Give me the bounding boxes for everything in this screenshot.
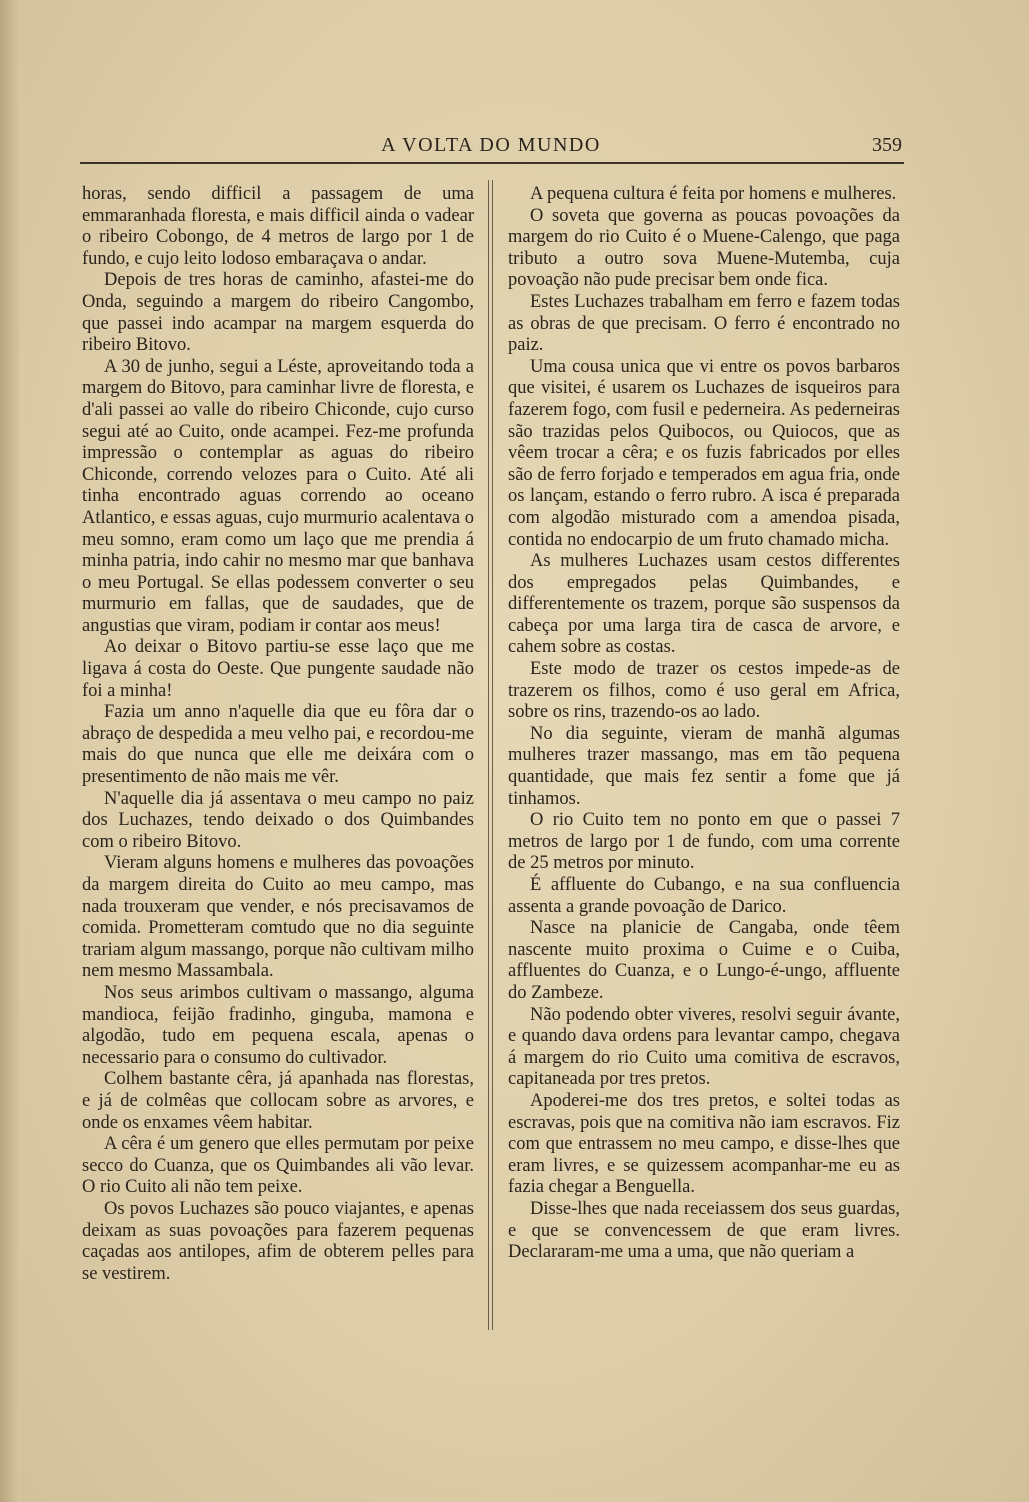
paragraph: Apoderei-me dos tres pretos, e soltei todas as escravas, pois que na comitiva não iam escravos. Fiz com que entrassem no meu campo, e disse-lhes que eram livres, e se quizessem acompanhar-me eu as fazia chegar a Benguella. [508, 1090, 900, 1198]
paragraph: Nasce na planicie de Cangaba, onde têem nascente muito proxima o Cuime e o Cuiba, affluentes do Cuanza, e o Lungo-é-ungo, affluente do Zambeze. [508, 918, 900, 1003]
paragraph: Nos seus arimbos cultivam o massango, alguma mandioca, feijão fradinho, ginguba, mamona e algodão, tudo em pequena escala, apenas o necessario para o consumo do cultivador. [82, 982, 474, 1068]
paragraph: A cêra é um genero que elles permutam por peixe secco do Cuanza, que os Quimbandes ali vão levar. O rio Cuito ali não tem peixe. [82, 1134, 474, 1198]
paragraph: O rio Cuito tem no ponto em que o passei 7 metros de largo por 1 de fundo, com uma corrente de 25 metros por minuto. [508, 810, 900, 874]
paragraph: No dia seguinte, vieram de manhã algumas mulheres trazer massango, mas em tão pequena quantidade, que mais fez sentir a fome que já tinhamos. [508, 723, 900, 809]
paragraph: É affluente do Cubango, e na sua confluencia assenta a grande povoação de Darico. [508, 875, 900, 917]
column-divider [492, 180, 493, 1330]
paragraph: Colhem bastante cêra, já apanhada nas florestas, e já de colmêas que collocam sobre as arvores, e onde os enxames vêem habitar. [82, 1069, 474, 1133]
paragraph: O soveta que governa as poucas povoações da margem do rio Cuito é o Muene-Calengo, que paga tributo a outro sova Muene-Mutemba, cuja povoação não pude precisar bem onde fica. [508, 205, 900, 291]
paragraph: Depois de tres horas de caminho, afastei-me do Onda, seguindo a margem do ribeiro Cangombo, que passei indo acampar na margem esquerda do ribeiro Bitovo. [82, 270, 474, 356]
paragraph: Disse-lhes que nada receiassem dos seus guardas, e que se convencessem de que eram livres. Declararam-me uma a uma, que não queriam a [508, 1198, 900, 1263]
paragraph: Não podendo obter viveres, resolvi seguir ávante, e quando dava ordens para levantar campo, chegava á margem do rio Cuito uma comitiva de escravos, capitaneada por tres pretos. [508, 1004, 900, 1090]
paragraph: horas, sendo difficil a passagem de uma emmaranhada floresta, e mais difficil ainda o vadear o ribeiro Cobongo, de 4 metros de largo por 1 de fundo, e cujo leito lodoso embaraçava o andar. [82, 184, 474, 269]
column-divider [488, 180, 489, 1330]
left-column [82, 184, 474, 1285]
paragraph: N'aquelle dia já assentava o meu campo no paiz dos Luchazes, tendo deixado o dos Quimbandes com o ribeiro Bitovo. [82, 788, 474, 852]
paragraph: Os povos Luchazes são pouco viajantes, e apenas deixam as suas povoações para fazerem pequenas caçadas aos antilopes, afim de obterem pelles para se vestirem. [82, 1198, 474, 1284]
header-rule [80, 162, 904, 164]
page-number: 359 [872, 134, 902, 156]
paragraph: Uma cousa unica que vi entre os povos barbaros que visitei, é usarem os Luchazes de isqueiros para fazerem fogo, com fusil e pederneira. As pederneiras são trazidas pelos Quibocos, ou Quiocos, que as vêem trocar a cêra; e os fuzis fabricados por elles são de ferro forjado e temperados em agua fria, onde os lançam, estando o ferro rubro. A isca é preparada com algodão misturado com a amendoa pisada, contida no endocarpio de um fruto chamado micha. [508, 356, 900, 550]
paragraph: A 30 de junho, segui a Léste, aproveitando toda a margem do Bitovo, para caminhar livre de floresta, e d'ali passei ao valle do ribeiro Chiconde, cujo curso segui até ao Cuito, onde acampei. Fez-me profunda impressão o contemplar as aguas do ribeiro Chiconde, correndo velozes para o Cuito. Até ali tinha encontrado aguas correndo ao oceano Atlantico, e essas aguas, cujo murmurio acalentava o meu somno, eram como um laço que me prendia á minha patria, indo cahir no mesmo mar que banhava o meu Portugal. Se ellas podessem converter o seu murmurio em fallas, que de saudades, que de angustias que viram, podiam ir contar aos meus! [82, 356, 474, 636]
paragraph: Vieram alguns homens e mulheres das povoações da margem direita do Cuito ao meu campo, mas nada trouxeram que vender, e nós precisavamos de comida. Prometteram comtudo que no dia seguinte trariam algum massango, porque não cultivam milho nem mesmo Massambala. [82, 853, 474, 982]
paragraph: Fazia um anno n'aquelle dia que eu fôra dar o abraço de despedida a meu velho pai, e recordou-me mais do que nunca que elle me deixára com o presentimento de não mais me vêr. [82, 702, 474, 788]
paragraph: Este modo de trazer os cestos impede-as de trazerem os filhos, como é uso geral em Africa, sobre os rins, trazendo-os ao lado. [508, 659, 900, 723]
right-column [508, 184, 900, 1264]
paragraph: A pequena cultura é feita por homens e mulheres. [530, 184, 897, 204]
paragraph: Ao deixar o Bitovo partiu-se esse laço que me ligava á costa do Oeste. Que pungente saudade não foi a minha! [82, 637, 474, 701]
header-title: A VOLTA DO MUNDO [381, 134, 601, 156]
paragraph: Estes Luchazes trabalham em ferro e fazem todas as obras de que precisam. O ferro é encontrado no paiz. [508, 291, 900, 356]
page-edge-shadow [0, 0, 20, 1502]
paragraph: As mulheres Luchazes usam cestos differentes dos empregados pelas Quimbandes, e differentemente os trazem, porque são suspensos da cabeça por uma larga tira de casca de arvore, e cahem sobre as costas. [508, 551, 900, 658]
